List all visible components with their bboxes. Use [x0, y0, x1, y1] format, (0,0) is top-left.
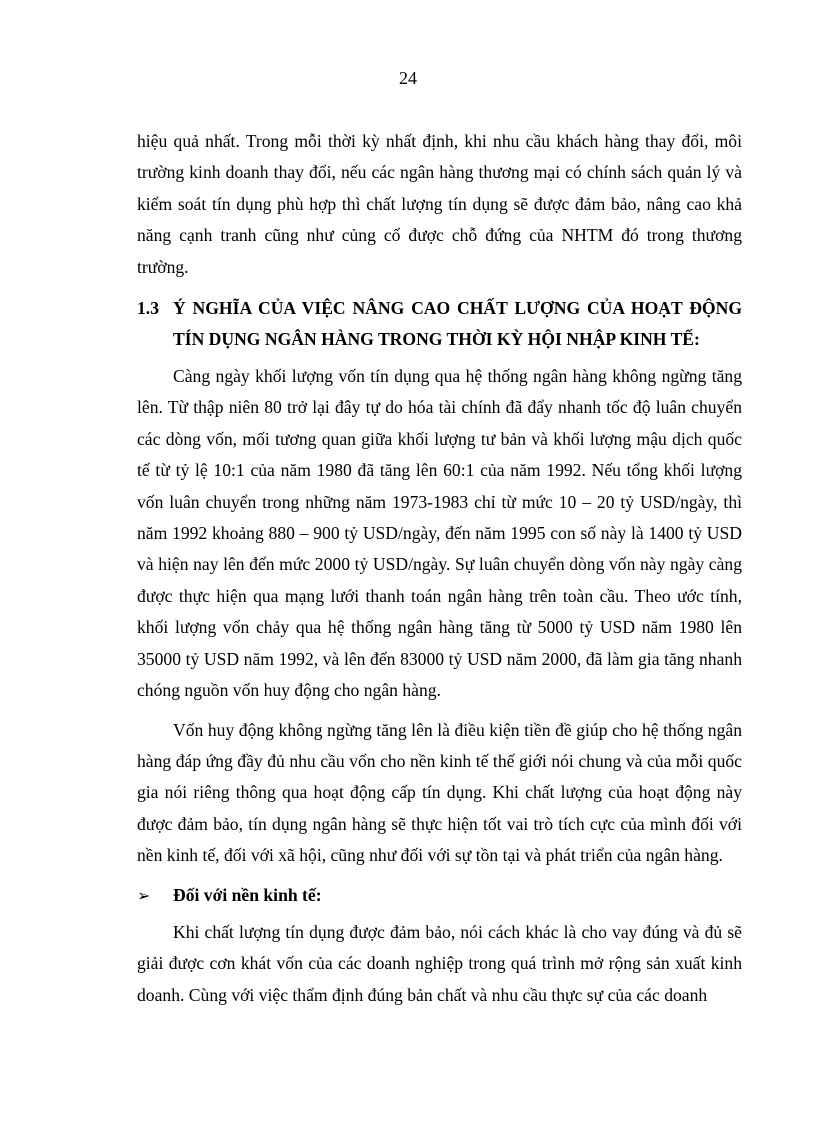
paragraph-mobilized-capital: Vốn huy động không ngừng tăng lên là điều kiện tiền đề giúp cho hệ thống ngân hàng đáp ứng đầy đủ nhu cầu vốn cho nền kinh tế thế giới nói chung và của mỗi quốc gia nói riêng thông qua hoạt động cấp tín dụng. Khi chất lượng của hoạt động này được đảm bảo, tín dụng ngân hàng sẽ thực hiện tốt vai trò tích cực của mình đối với nền kinh tế, đối với xã hội, cũng như đối với sự tồn tại và phát triển của ngân hàng.	[137, 719, 742, 866]
paragraph-intro-continued: hiệu quả nhất. Trong mỗi thời kỳ nhất định, khi nhu cầu khách hàng thay đổi, môi trường kinh doanh thay đổi, nếu các ngân hàng thương mại có chính sách quản lý và kiểm soát tín dụng phù hợp thì chất lượng tín dụng sẽ được đảm bảo, nâng cao khả năng cạnh tranh cũng như củng cố được chỗ đứng của NHTM đó trong thương trường.	[137, 131, 742, 277]
section-title-line1: Ý NGHĨA CỦA VIỆC NÂNG CAO CHẤT LƯỢNG CỦA HOẠT ĐỘNG	[173, 298, 742, 319]
arrowhead-bullet-icon: ➢	[137, 885, 151, 905]
section-title-line2: TÍN DỤNG NGÂN HÀNG TRONG THỜI KỲ HỘI NHẬP KINH TẾ:	[173, 329, 700, 350]
paragraph-capital-flow: Càng ngày khối lượng vốn tín dụng qua hệ thống ngân hàng không ngừng tăng lên. Từ thập niên 80 trở lại đây tự do hóa tài chính đã đẩy nhanh tốc độ luân chuyển các dòng vốn, mối tương quan giữa khối lượng tư bản và khối lượng mậu dịch quốc tế từ tỷ lệ 10:1 của năm 1980 đã tăng lên 60:1 của năm 1992. Nếu tổng khối lượng vốn luân chuyển trong những năm 1973-1983 chỉ từ mức 10 – 20 tỷ USD/ngày, thì năm 1992 khoảng 880 – 900 tỷ USD/ngày, đến năm 1995 con số này là 1400 tỷ USD và hiện nay lên đến mức 2000 tỷ USD/ngày. Sự luân chuyển dòng vốn này ngày càng được thực hiện qua mạng lưới thanh toán ngân hàng trên toàn cầu. Theo ước tính, khối lượng vốn chảy qua hệ thống ngân hàng tăng từ 5000 tỷ USD năm 1980 lên 35000 tỷ USD năm 1992, và lên đến 83000 tỷ USD năm 2000, đã làm gia tăng nhanh chóng nguồn vốn huy động cho ngân hàng.	[137, 366, 742, 701]
page-number: 24	[399, 68, 417, 88]
section-number: 1.3	[137, 298, 159, 319]
section-heading	[137, 293, 742, 355]
document-body	[137, 126, 742, 1011]
paragraph-credit-quality: Khi chất lượng tín dụng được đảm bảo, nói cách khác là cho vay đúng và đủ sẽ giải được cơn khát vốn của các doanh nghiệp trong quá trình mở rộng sản xuất kinh doanh. Cùng với việc thẩm định đúng bản chất và nhu cầu thực sự của các doanh	[137, 921, 742, 1005]
subheading-label: Đối với nền kinh tế:	[173, 884, 322, 905]
subheading-economy	[137, 880, 742, 911]
